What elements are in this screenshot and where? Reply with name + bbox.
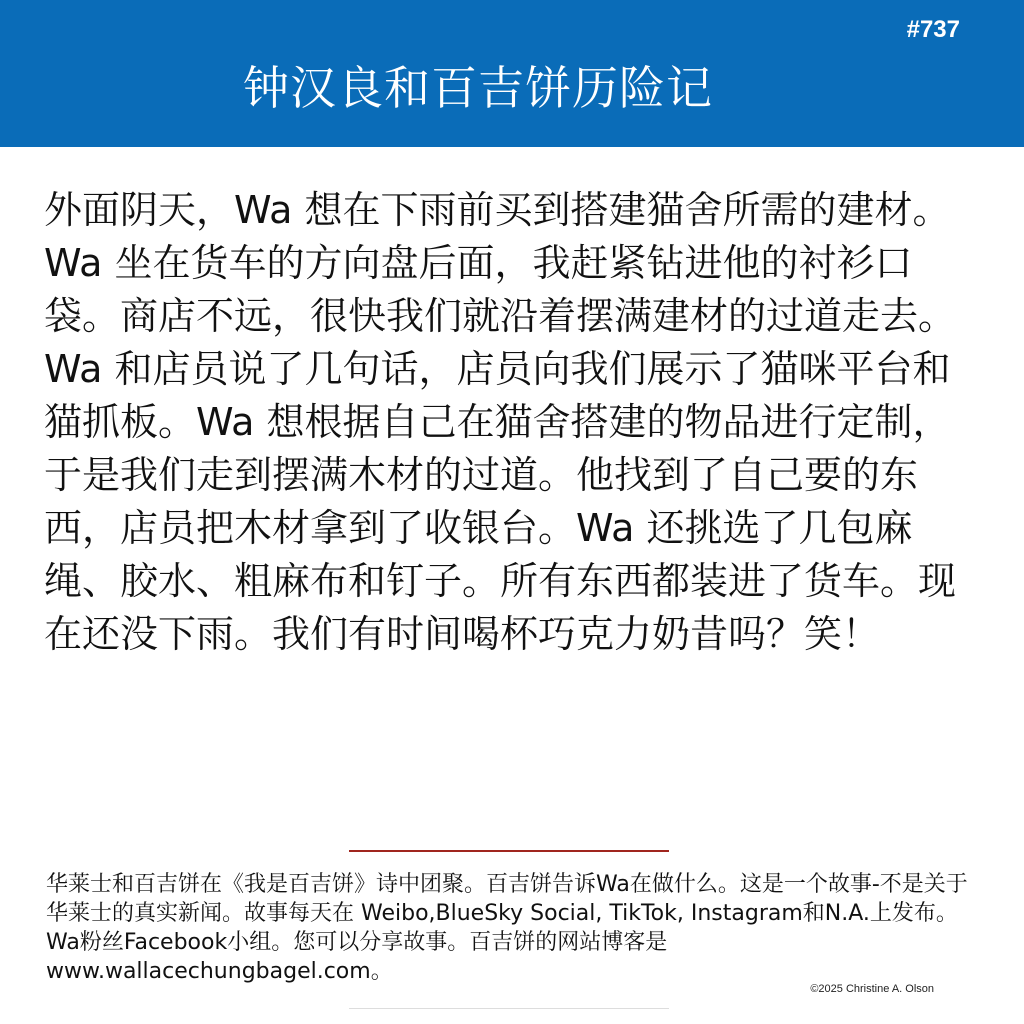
copyright-notice: ©2025 Christine A. Olson xyxy=(810,983,934,995)
bottom-divider xyxy=(349,1008,669,1009)
page-title: 钟汉良和百吉饼历险记 xyxy=(243,61,713,115)
header-banner xyxy=(0,0,1024,147)
divider xyxy=(349,850,669,852)
issue-number: #737 xyxy=(906,16,960,43)
footer-text: 华莱士和百吉饼在《我是百吉饼》诗中团聚。百吉饼告诉Wa在做什么。这是一个故事-不是关于华莱士的真实新闻。故事每天在 Weibo,BlueSky Social, TikTok, Instagram和N.A.上发布。Wa粉丝Facebook小组。您可以分享故事。百吉饼的网站博客是www.wallacechungbagel.com。 xyxy=(46,872,968,984)
story-text: 外面阴天，Wa 想在下雨前买到搭建猫舍所需的建材。Wa 坐在货车的方向盘后面，我赶紧钻进他的衬衫口袋。商店不远，很快我们就沿着摆满建材的过道走去。Wa 和店员说了几句话，店员向我们展示了猫咪平台和猫抓板。Wa 想根据自己在猫舍搭建的物品进行定制，于是我们走到摆满木材的过道。他找到了自己要的东西，店员把木材拿到了收银台。Wa 还挑选了几包麻绳、胶水、粗麻布和钉子。所有东西都装进了货车。现在还没下雨。我们有时间喝杯巧克力奶昔吗？笑！ xyxy=(44,188,957,656)
